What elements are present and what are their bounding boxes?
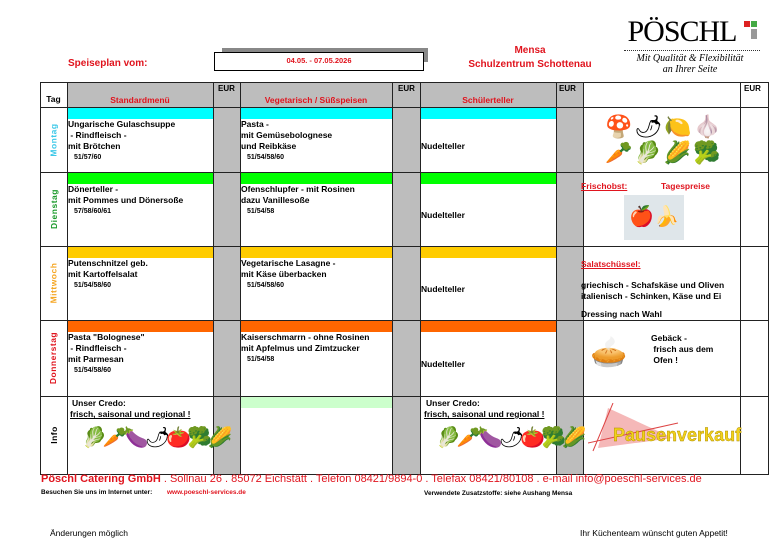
- vegetable-characters-image: 🍄🌶🍋🧄 🥕🥬🌽🥦: [605, 114, 724, 165]
- schueler-menu-item: Nudelteller: [421, 359, 465, 369]
- eur-header: EUR: [559, 84, 576, 93]
- table-cell: [740, 107, 769, 173]
- col-tag: Tag: [46, 94, 61, 104]
- info-color-bar: [241, 397, 392, 408]
- col-schueler: Schülerteller: [462, 95, 514, 105]
- table-cell: [740, 320, 769, 397]
- eur-cell: [556, 107, 584, 173]
- day-color-bar: [421, 173, 556, 184]
- venue-line2: Schulzentrum Schottenau: [468, 59, 592, 70]
- fruit-bowl-image: 🍎🍌: [624, 195, 684, 240]
- day-color-bar: [241, 173, 392, 184]
- greeting: Ihr Küchenteam wünscht guten Appetit!: [580, 528, 728, 538]
- schueler-menu-item: Nudelteller: [421, 141, 465, 151]
- eur-cell: [213, 107, 241, 173]
- day-label: Mittwoch: [48, 262, 59, 304]
- day-label: Donnerstag: [48, 331, 59, 385]
- eur-cell: [392, 396, 421, 475]
- standard-menu-item: Dönerteller - mit Pommes und Dönersoße 57/58/60/61: [68, 184, 184, 215]
- credo-title: Unser Credo:: [72, 398, 126, 408]
- table-cell: [740, 246, 769, 321]
- vegetables-image: 🥬🥕🍆🌶🍅🥦🌽: [436, 427, 583, 449]
- day-label: Info: [48, 426, 59, 444]
- credo-text: frisch, saisonal und regional !: [70, 409, 191, 419]
- day-color-bar: [421, 247, 556, 258]
- salat-line2: italienisch - Schinken, Käse und Ei: [581, 291, 722, 301]
- eur-cell: [213, 320, 241, 397]
- schueler-menu-item: Nudelteller: [421, 210, 465, 220]
- standard-menu-item: Pasta "Bolognese" - Rindfleisch - mit Parmesan 51/54/58/60: [68, 332, 145, 374]
- venue: [460, 44, 600, 72]
- eur-cell: [556, 246, 584, 321]
- frischobst-label: Frischobst:: [581, 181, 628, 191]
- logo: PÖSCHL Mit Qualität & Flexibilität an Ihrer Seite: [620, 16, 760, 75]
- day-label: Dienstag: [48, 189, 59, 229]
- standard-menu-item: Ungarische Gulaschsuppe - Rindfleisch - mit Brötchen 51/57/60: [68, 119, 176, 161]
- day-color-bar: [68, 173, 213, 184]
- eur-header: EUR: [218, 84, 235, 93]
- eur-cell: [556, 172, 584, 247]
- col-veg: Vegetarisch / Süßspeisen: [264, 95, 368, 105]
- veg-menu-item: Kaiserschmarrn - ohne Rosinen mit Apfelmus und Zimtzucker 51/54/58: [241, 332, 370, 363]
- table-cell: [740, 396, 769, 475]
- veg-menu-item: Vegetarische Lasagne - mit Käse überbacken 51/54/58/60: [241, 258, 336, 289]
- logo-square-red: [744, 21, 750, 27]
- footer-contact: Pöschl Catering GmbH . Sollnau 26 . 85072 Eichstätt . Telefon 08421/9894-0 . Telefax 08421/80108 . e-mail info@poeschl-services.de: [41, 473, 702, 485]
- day-label: Montag: [48, 122, 59, 157]
- title-label: Speiseplan vom:: [68, 58, 148, 69]
- col-standard: Standardmenü: [110, 95, 170, 105]
- logo-square-gray: [751, 29, 757, 39]
- credo-title: Unser Credo:: [426, 398, 480, 408]
- vegetables-image: 🥬🥕🍆🌶🍅🥦🌽: [82, 427, 229, 449]
- date-range: 04.05. - 07.05.2026: [214, 52, 424, 71]
- gebaeck-text: Gebäck - frisch aus dem Ofen !: [651, 333, 714, 365]
- table-cell: [740, 172, 769, 247]
- pausenverkauf-logo: Pausenverkauf: [588, 403, 738, 453]
- standard-menu-item: Putenschnitzel geb. mit Kartoffelsalat 51/54/58/60: [68, 258, 148, 289]
- salat-line1: griechisch - Schafskäse und Oliven: [581, 280, 725, 290]
- frischobst-price: Tagespreise: [661, 181, 710, 191]
- day-color-bar: [241, 108, 392, 119]
- changes-note: Änderungen möglich: [50, 528, 128, 538]
- day-color-bar: [68, 247, 213, 258]
- zusatzstoffe-note: Verwendete Zusatzstoffe: siehe Aushang Mensa: [424, 490, 573, 497]
- logo-square-green: [751, 21, 757, 27]
- eur-cell: [392, 320, 421, 397]
- credo-text: frisch, saisonal und regional !: [424, 409, 545, 419]
- eur-cell: [213, 246, 241, 321]
- cake-image: 🥧: [590, 336, 628, 369]
- salat-label: Salatschüssel:: [581, 259, 641, 269]
- eur-cell: [392, 107, 421, 173]
- venue-line1: Mensa: [514, 45, 546, 56]
- day-color-bar: [421, 321, 556, 332]
- eur-cell: [392, 246, 421, 321]
- salat-line3: Dressing nach Wahl: [581, 309, 662, 319]
- veg-menu-item: Pasta - mit Gemüsebolognese und Reibkäse 51/54/58/60: [241, 119, 333, 161]
- schueler-menu-item: Nudelteller: [421, 284, 465, 294]
- day-color-bar: [68, 108, 213, 119]
- web-label: Besuchen Sie uns im Internet unter:: [41, 489, 153, 496]
- day-color-bar: [241, 247, 392, 258]
- day-color-bar: [241, 321, 392, 332]
- eur-cell: [213, 172, 241, 247]
- web-link[interactable]: www.poeschl-services.de: [167, 489, 246, 496]
- eur-cell: [556, 320, 584, 397]
- eur-header: EUR: [398, 84, 415, 93]
- veg-menu-item: Ofenschlupfer - mit Rosinen dazu Vanillesoße 51/54/58: [241, 184, 355, 215]
- day-color-bar: [68, 321, 213, 332]
- eur-header: EUR: [744, 84, 761, 93]
- eur-cell: [392, 172, 421, 247]
- day-color-bar: [421, 108, 556, 119]
- table-cell: [583, 82, 741, 108]
